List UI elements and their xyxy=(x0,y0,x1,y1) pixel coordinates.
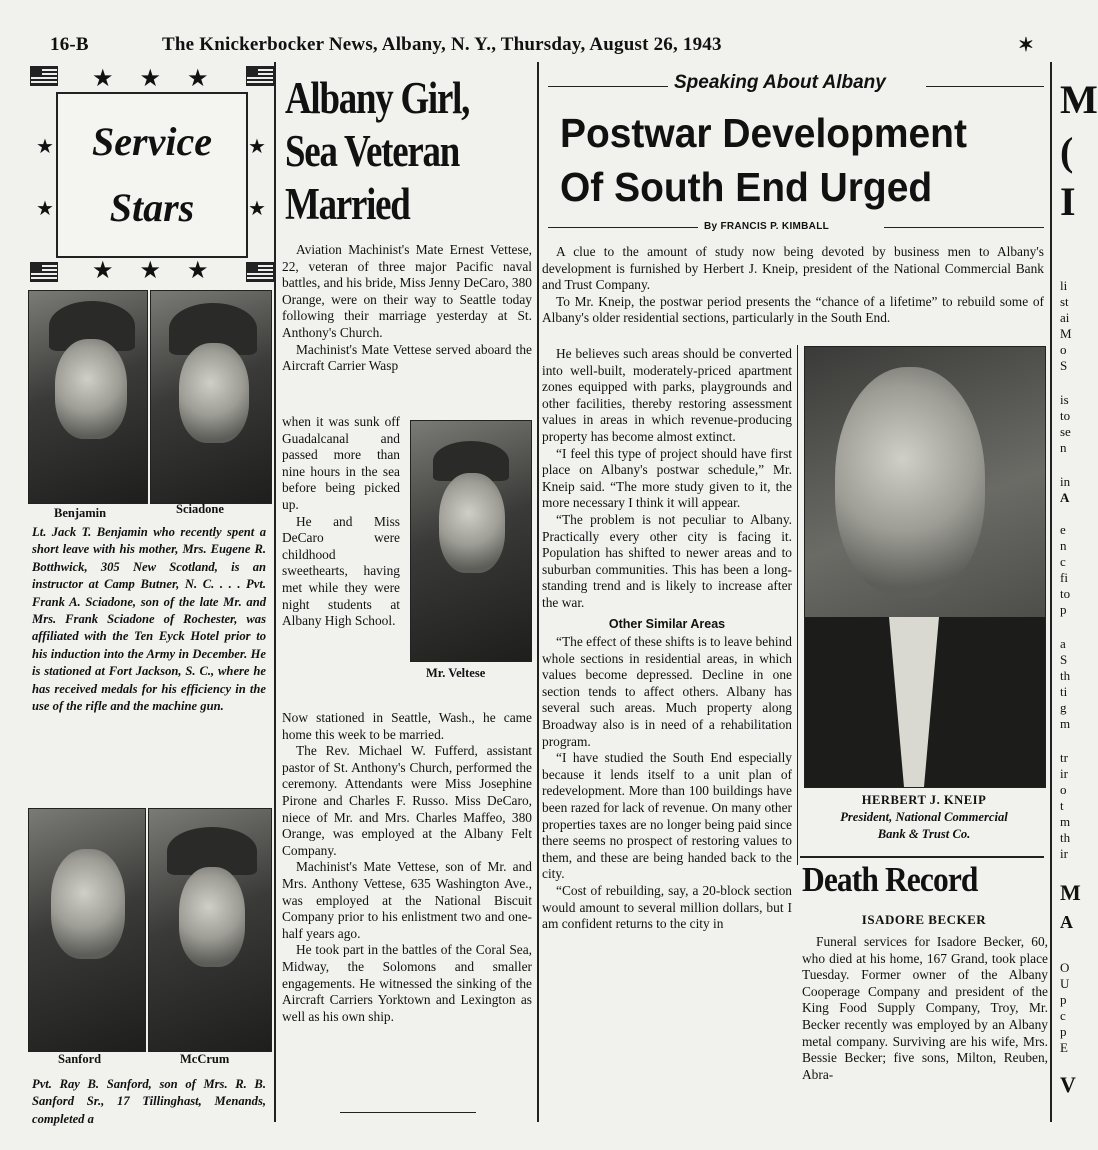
edge-letter: ir xyxy=(1060,846,1068,861)
edge-letter: ir xyxy=(1060,766,1068,781)
photo-name-benjamin: Benjamin xyxy=(54,506,107,520)
column-rule xyxy=(797,345,798,865)
edge-letter: c xyxy=(1060,1008,1066,1023)
edge-letter: e xyxy=(1060,522,1066,537)
benjamin-photo xyxy=(28,290,148,504)
edge-letter: se xyxy=(1060,424,1071,439)
photo-name-vettese: Mr. Veltese xyxy=(426,666,486,680)
vettese-photo xyxy=(410,420,532,662)
edge-letter: n xyxy=(1060,538,1067,553)
death-record-name: ISADORE BECKER xyxy=(861,912,987,927)
edge-letter: S xyxy=(1060,358,1068,373)
flag-icon xyxy=(30,262,58,282)
edge-letter: o xyxy=(1060,782,1067,797)
article1-para1: Aviation Machinist's Mate Ernest Vettese, 22, veteran of three major Pacific naval battles, and his bride, Miss Jenny DeCaro, 380 Orange, were on their way to Seattle today following their marriage yesterday at St. Anthony's Church. Machinist's Mate Vettese served aboard the Aircraft Carrier Wasp xyxy=(282,242,532,374)
masthead-line: The Knickerbocker News, Albany, N. Y., Thursday, August 26, 1943 xyxy=(162,34,722,55)
edge-letter: ( xyxy=(1060,129,1074,174)
article1-body: Now stationed in Seattle, Wash., he came home this week to be married. The Rev. Michael W. Fufferd, assistant pastor of St. Anthony's Church, performed the ceremony. Attendants were Miss Josephine Pirone and Charles F. Russo. Miss DeCaro, niece of Mr. and Mrs. Charles Maffeo, 380 Orange, was employed at the Albany Felt Company. Machinist's Mate Vettese, son of Mr. and Mrs. Anthony Vettese, 635 Washington Ave., was employed at the National Biscuit Company prior to his enlistment two and one-half years ago. He took part in the battles of the Coral Sea, Midway, the Solomons and smaller engagements. He witnessed the sinking of the Aircraft Carriers Yorktown and Lexington as well as his own ship. xyxy=(282,710,532,1024)
headline-line2: Of South End Urged xyxy=(560,164,933,210)
star-row-icon: ★★★ xyxy=(92,64,235,92)
edge-letter: V xyxy=(1060,1072,1076,1097)
flag-icon xyxy=(246,66,274,86)
byline-rule xyxy=(884,227,1044,228)
kicker-rule xyxy=(926,86,1044,87)
edge-letter: m xyxy=(1060,716,1071,731)
edge-letter: to xyxy=(1060,408,1071,423)
edge-letter: g xyxy=(1060,700,1067,715)
edge-letter: c xyxy=(1060,554,1066,569)
service-stars-caption: Lt. Jack T. Benjamin who recently spent a short leave with his mother, Mrs. Eugene R. Botthwick, 305 New Scotland, is an instructor at Camp Butner, N. C. . . . Pvt. Frank A. Sciadone, son of the late Mr. and Mrs. Frank Sciadone of Rochester, was affiliated with the Ten Eyck Hotel prior to his induction into the Army in December. He is stationed at Fort Jackson, S. C., where he has received medals for his efficiency in the use of the rifle and the machine gun. xyxy=(32,525,266,714)
end-rule xyxy=(340,1112,476,1113)
byline-rule xyxy=(548,227,698,228)
edge-letter: to xyxy=(1060,586,1071,601)
article2-intro: A clue to the amount of study now being devoted by business men to Albany's development is furnished by Herbert J. Kneip, president of the National Commercial Bank and Trust Company. To Mr. Kneip, the postwar period presents the “chance of a lifetime” to rebuild some of Albany's older residential sections, particularly in the South End. xyxy=(542,244,1044,326)
edge-letter: p xyxy=(1060,1024,1067,1039)
headline-line2: Sea Veteran xyxy=(285,126,460,176)
edge-letter: th xyxy=(1060,830,1071,845)
edge-letter: I xyxy=(1060,179,1076,224)
edge-letter: M xyxy=(1060,77,1098,122)
flag-icon xyxy=(246,262,274,282)
star-icon: ★ xyxy=(248,196,266,220)
kneip-name: HERBERT J. KNEIP xyxy=(861,793,987,807)
edge-letter: U xyxy=(1060,976,1070,991)
edge-letter: O xyxy=(1060,960,1070,975)
kneip-title-line1: President, National Commercial xyxy=(840,810,1008,824)
photo-name-sciadone: Sciadone xyxy=(176,502,224,516)
headline-line1: Albany Girl, xyxy=(285,73,470,123)
star-icon: ★ xyxy=(36,196,54,220)
edge-letter: n xyxy=(1060,440,1067,455)
service-stars-title-line2: Stars xyxy=(109,185,195,230)
section-rule xyxy=(800,856,1044,858)
kneip-title-line2: Bank & Trust Co. xyxy=(877,827,971,841)
byline: By FRANCIS P. KIMBALL xyxy=(704,221,830,232)
photo-name-mccrum: McCrum xyxy=(180,1052,230,1066)
edge-letter: m xyxy=(1060,814,1071,829)
edge-letter: a xyxy=(1060,636,1066,651)
mccrum-photo xyxy=(148,808,272,1052)
edge-letter: ti xyxy=(1060,684,1068,699)
edge-letter: li xyxy=(1060,278,1068,293)
headline-line3: Married xyxy=(285,179,410,229)
sciadone-photo xyxy=(150,290,272,504)
edge-letter: t xyxy=(1060,798,1064,813)
article1-para2-wrap: when it was sunk off Guadalcanal and passed more than nine hours in the sea before being picked up. He and Miss DeCaro were childhood sweethearts, having met while they were night students at Albany High School. xyxy=(282,414,400,629)
edge-letter: st xyxy=(1060,294,1069,309)
edge-letter: S xyxy=(1060,652,1068,667)
edge-letter: is xyxy=(1060,392,1069,407)
edge-letter: fi xyxy=(1060,570,1068,585)
edge-letter: M xyxy=(1060,326,1072,341)
star-row-icon: ★★★ xyxy=(92,256,235,284)
kicker: Speaking About Albany xyxy=(674,72,886,93)
article2-column: He believes such areas should be converted into well-built, moderately-priced apartment zones equipped with parks, playgrounds and other facilities, thereby restoring assessment values in areas in which revenue-producing property has become almost extinct. “I feel this type of project should have first place on Albany's postwar schedule,” Mr. Kneip said. “The more study given to it, the more necessary I think it will appear. “The problem is not peculiar to Albany. Practically every other city is facing it. Population has shifted to newer areas and to suburban communities. This has been a long-standing trend and is likely to increase after the war. Other Similar Areas “The effect of these shifts is to leave behind whole sections in residential areas, in which values become depressed. Decline in one section tends to affect others. Albany has several such areas. Much property along Broadway also is in need of a rehabilitation program. “I have studied the South End especially because it lends itself to a unit plan of redevelopment. More than 100 buildings have been razed for lack of revenue. On many other properties taxes are no longer being paid since there seems no prospect of restoring values to them, and these are being handed back to the city. “Cost of rebuilding, say, a 20-block section would amount to several million dollars, but I am confident returns to the city in xyxy=(542,346,792,932)
edge-letter: th xyxy=(1060,668,1071,683)
edge-letter: ai xyxy=(1060,310,1070,325)
kneip-caption xyxy=(804,792,1044,843)
sanford-photo xyxy=(28,808,146,1052)
page-number: 16-B xyxy=(50,34,89,55)
death-record-text: Funeral services for Isadore Becker, 60, who died at his home, 167 Grand, took place Tuesday. Former owner of the Albany Cooperage Company and president of the King Food Supply Company, Troy, Mr. Becker recently was employed by an Albany metal company. Surviving are his wife, Mrs. Bessie Becker; five sons, Milton, Reuben, Abra- xyxy=(802,934,1048,1082)
edge-letter: p xyxy=(1060,602,1067,617)
edge-letter: o xyxy=(1060,342,1067,357)
photo-name-sanford: Sanford xyxy=(58,1052,102,1066)
masthead-star-icon: ✶ xyxy=(1018,35,1035,56)
kicker-rule xyxy=(548,86,668,87)
edge-letter: A xyxy=(1060,912,1073,932)
headline-line1: Postwar Development xyxy=(560,110,967,156)
column-rule xyxy=(274,62,276,1122)
service-stars-title-line1: Service xyxy=(92,119,212,164)
service-stars-box xyxy=(56,92,248,258)
subhead-other-similar-areas: Other Similar Areas xyxy=(608,616,726,631)
service-stars-caption-2: Pvt. Ray B. Sanford, son of Mrs. R. B. Sanford Sr., 17 Tillinghast, Menands, completed a xyxy=(32,1077,266,1126)
edge-letter: p xyxy=(1060,992,1067,1007)
column-rule xyxy=(1050,62,1052,1122)
star-icon: ★ xyxy=(248,134,266,158)
edge-letter: M xyxy=(1060,880,1081,905)
edge-letter: E xyxy=(1060,1040,1068,1055)
edge-letter: tr xyxy=(1060,750,1068,765)
column-rule xyxy=(537,62,539,1122)
star-icon: ★ xyxy=(36,134,54,158)
kneip-photo xyxy=(804,346,1046,788)
flag-icon xyxy=(30,66,58,86)
edge-letter: in xyxy=(1060,474,1071,489)
death-record-title: Death Record xyxy=(802,860,978,899)
edge-letter: A xyxy=(1060,490,1070,505)
